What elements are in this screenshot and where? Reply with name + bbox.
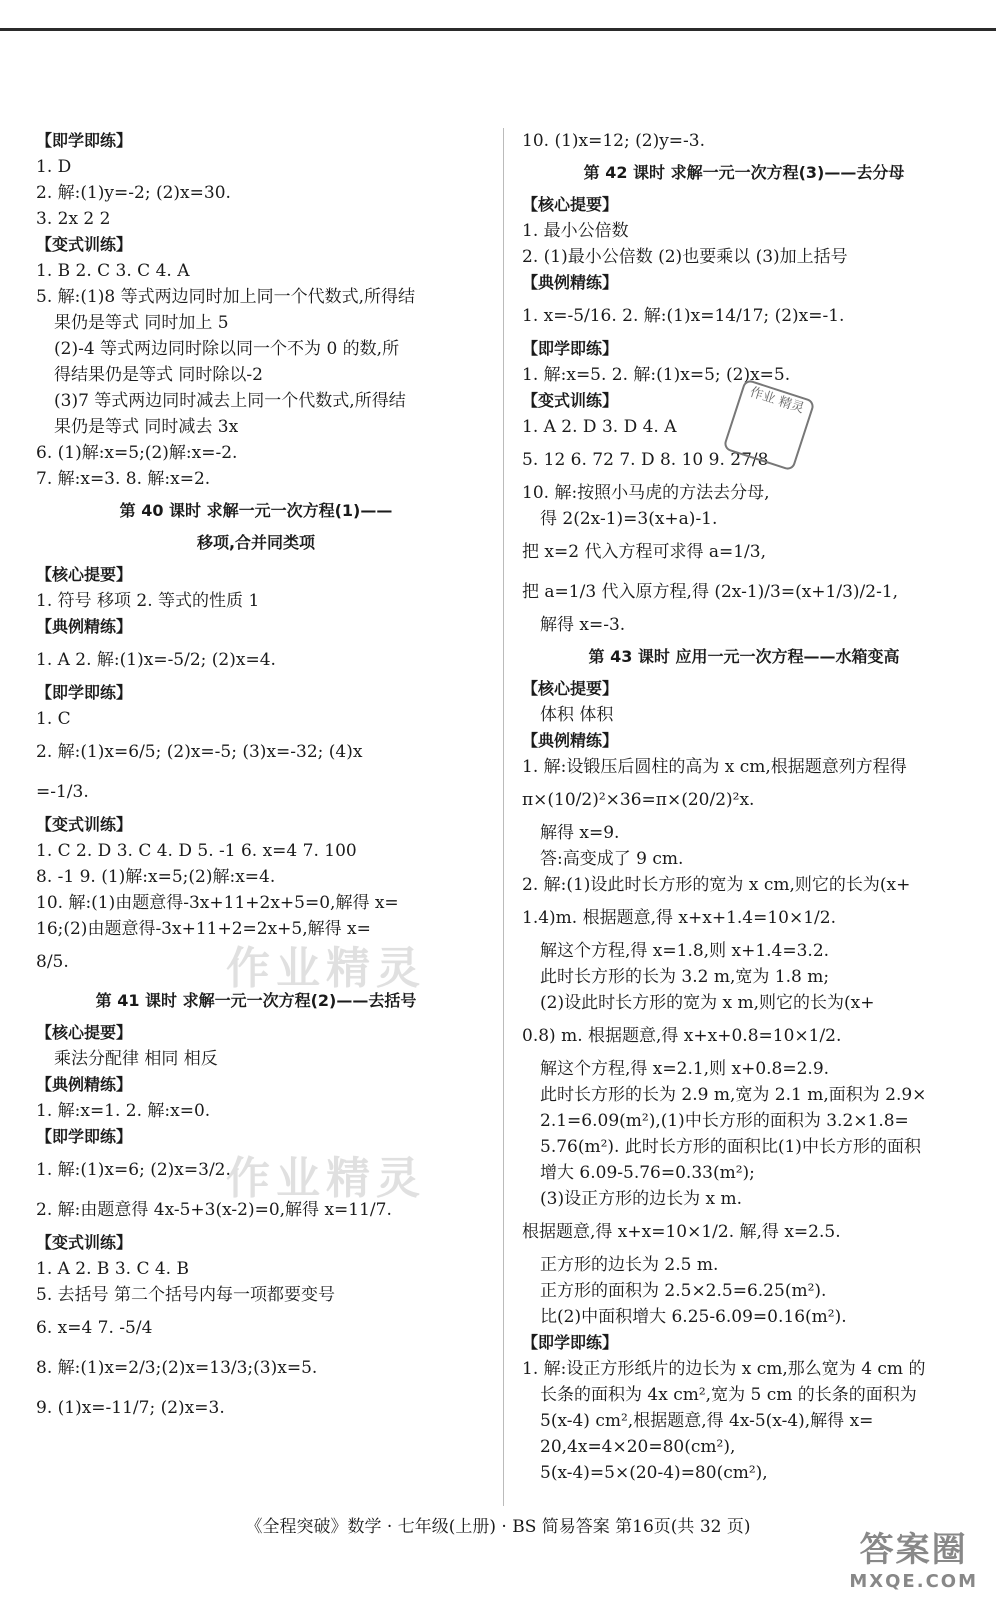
answer-line: (3)7 等式两边同时减去上同一个代数式,所得结 (54, 391, 406, 411)
answer-line: 7. 解:x=3. 8. 解:x=2. (36, 469, 211, 489)
answer-line: 5. 12 6. 72 7. D 8. 10 9. 27/8 (522, 450, 769, 470)
answer-line: 8. -1 9. (1)解:x=5;(2)解:x=4. (36, 867, 276, 887)
section-heading: 【核心提要】 (36, 1023, 133, 1042)
watermark: 作业精灵 (226, 943, 426, 994)
answer-line: 根据题意,得 x+x=10×1/2. 解,得 x=2.5. (522, 1222, 841, 1242)
answer-line: 答:高变成了 9 cm. (540, 849, 684, 869)
answer-line: 3. 2x 2 2 (36, 209, 111, 229)
lesson-title: 移项,合并同类项 (196, 533, 316, 552)
left-column (36, 128, 476, 1428)
column-divider (503, 128, 504, 1506)
answer-line: 得结果仍是等式 同时除以-2 (54, 365, 263, 385)
answer-line: 1. 符号 移项 2. 等式的性质 1 (36, 591, 260, 611)
answer-line: 把 a=1/3 代入原方程,得 (2x-1)/3=(x+1/3)/2-1, (522, 582, 899, 602)
section-heading: 【即学即练】 (36, 1127, 133, 1146)
answer-line: 20,4x=4×20=80(cm²), (540, 1437, 736, 1457)
answer-line: 解这个方程,得 x=1.8,则 x+1.4=3.2. (540, 941, 830, 961)
answer-line: 1. 解:(1)x=6; (2)x=3/2. (36, 1160, 231, 1180)
answer-line: 10. 解:按照小马虎的方法去分母, (522, 483, 770, 503)
answer-line: 5(x-4) cm²,根据题意,得 4x-5(x-4),解得 x= (540, 1411, 874, 1431)
section-heading: 【即学即练】 (522, 1333, 619, 1352)
answer-line: 1. D (36, 157, 72, 177)
answer-line: 10. (1)x=12; (2)y=-3. (522, 131, 706, 151)
answer-line: 1. A 2. 解:(1)x=-5/2; (2)x=4. (36, 650, 276, 670)
section-heading: 【变式训练】 (36, 235, 133, 254)
answer-line: 10. 解:(1)由题意得-3x+11+2x+5=0,解得 x= (36, 893, 399, 913)
answer-line: 1. A 2. D 3. D 4. A (522, 417, 677, 437)
answer-line: 0.8) m. 根据题意,得 x+x+0.8=10×1/2. (522, 1026, 842, 1046)
answer-line: 1. 解:设正方形纸片的边长为 x cm,那么宽为 4 cm 的 (522, 1359, 926, 1379)
answer-line: 6. x=4 7. -5/4 (36, 1318, 153, 1338)
answer-line: 此时长方形的长为 3.2 m,宽为 1.8 m; (540, 967, 830, 987)
answer-line: 5. 解:(1)8 等式两边同时加上同一个代数式,所得结 (36, 287, 416, 307)
answer-line: 增大 6.09-5.76=0.33(m²); (540, 1163, 755, 1183)
answer-line: 解这个方程,得 x=2.1,则 x+0.8=2.9. (540, 1059, 830, 1079)
answer-line: 1. 最小公倍数 (522, 221, 629, 241)
lesson-title: 第 42 课时 求解一元一次方程(3)——去分母 (583, 163, 905, 182)
section-heading: 【即学即练】 (522, 339, 619, 358)
answer-line: 2. 解:(1)y=-2; (2)x=30. (36, 183, 231, 203)
section-heading: 【变式训练】 (36, 815, 133, 834)
section-heading: 【变式训练】 (36, 1233, 133, 1252)
brand-logo (849, 1522, 978, 1592)
answer-line: 1.4)m. 根据题意,得 x+x+1.4=10×1/2. (522, 908, 836, 928)
section-heading: 【核心提要】 (522, 679, 619, 698)
answer-line: 8/5. (36, 952, 69, 972)
section-heading: 【典例精练】 (522, 273, 619, 292)
answer-line: 5(x-4)=5×(20-4)=80(cm²), (540, 1463, 768, 1483)
answer-line: 比(2)中面积增大 6.25-6.09=0.16(m²). (540, 1307, 847, 1327)
section-heading: 【典例精练】 (522, 731, 619, 750)
section-heading: 【即学即练】 (36, 683, 133, 702)
answer-line: π×(10/2)²×36=π×(20/2)²x. (522, 790, 755, 810)
stamp: 作业 精灵 (722, 378, 815, 471)
brand-url: MXQE.COM (849, 1571, 978, 1592)
top-rule (0, 28, 996, 31)
answer-line: 9. (1)x=-11/7; (2)x=3. (36, 1398, 225, 1418)
answer-line: 8. 解:(1)x=2/3;(2)x=13/3;(3)x=5. (36, 1358, 318, 1378)
answer-line: 1. 解:x=5. 2. 解:(1)x=5; (2)x=5. (522, 365, 791, 385)
answer-line: 1. x=-5/16. 2. 解:(1)x=14/17; (2)x=-1. (522, 306, 845, 326)
brand-name: 答案圈 (859, 1530, 968, 1570)
answer-line: 长条的面积为 4x cm²,宽为 5 cm 的长条的面积为 (540, 1385, 917, 1405)
answer-line: 正方形的面积为 2.5×2.5=6.25(m²). (540, 1281, 827, 1301)
answer-line: (3)设正方形的边长为 x m. (540, 1189, 742, 1209)
answer-line: 得 2(2x-1)=3(x+a)-1. (540, 509, 718, 529)
lesson-title: 第 40 课时 求解一元一次方程(1)—— (119, 501, 393, 520)
section-heading: 【即学即练】 (36, 131, 133, 150)
answer-line: 1. C (36, 709, 71, 729)
answer-line: 正方形的边长为 2.5 m. (540, 1255, 719, 1275)
answer-line: 2. 解:(1)设此时长方形的宽为 x cm,则它的长为(x+ (522, 875, 911, 895)
answer-line: 解得 x=-3. (540, 615, 626, 635)
answer-line: 体积 体积 (540, 705, 614, 725)
answer-line: 果仍是等式 同时加上 5 (54, 313, 229, 333)
answer-line: (2)-4 等式两边同时除以同一个不为 0 的数,所 (54, 339, 400, 359)
answer-line: =-1/3. (36, 782, 89, 802)
section-heading: 【核心提要】 (36, 565, 133, 584)
answer-line: 16;(2)由题意得-3x+11+2=2x+5,解得 x= (36, 919, 371, 939)
answer-line: (2)设此时长方形的宽为 x m,则它的长为(x+ (540, 993, 875, 1013)
lesson-title: 第 43 课时 应用一元一次方程——水箱变高 (588, 647, 900, 666)
right-column (522, 128, 966, 1486)
answer-line: 2. 解:由题意得 4x-5+3(x-2)=0,解得 x=11/7. (36, 1200, 392, 1220)
answer-line: 1. 解:x=1. 2. 解:x=0. (36, 1101, 211, 1121)
answer-line: 果仍是等式 同时减去 3x (54, 417, 239, 437)
answer-line: 此时长方形的长为 2.9 m,宽为 2.1 m,面积为 2.9× (540, 1085, 927, 1105)
section-heading: 【典例精练】 (36, 1075, 133, 1094)
answer-line: 1. 解:设锻压后圆柱的高为 x cm,根据题意列方程得 (522, 757, 907, 777)
lesson-title: 第 41 课时 求解一元一次方程(2)——去括号 (95, 991, 417, 1010)
section-heading: 【典例精练】 (36, 617, 133, 636)
answer-line: 5. 去括号 第二个括号内每一项都要变号 (36, 1285, 336, 1305)
answer-line: 5.76(m²). 此时长方形的面积比(1)中长方形的面积 (540, 1137, 921, 1157)
answer-line: 1. B 2. C 3. C 4. A (36, 261, 190, 281)
section-heading: 【核心提要】 (522, 195, 619, 214)
answer-line: 2.1=6.09(m²),(1)中长方形的面积为 3.2×1.8= (540, 1111, 909, 1131)
answer-line: 2. 解:(1)x=6/5; (2)x=-5; (3)x=-32; (4)x (36, 742, 363, 762)
answer-line: 1. C 2. D 3. C 4. D 5. -1 6. x=4 7. 100 (36, 841, 357, 861)
answer-line: 乘法分配律 相同 相反 (54, 1049, 218, 1069)
section-heading: 【变式训练】 (522, 391, 619, 410)
watermark: 作业精灵 (226, 1153, 426, 1204)
answer-line: 解得 x=9. (540, 823, 620, 843)
page-footer: 《全程突破》数学 · 七年级(上册) · BS 简易答案 第16页(共 32 页) (245, 1517, 751, 1537)
answer-line: 1. A 2. B 3. C 4. B (36, 1259, 189, 1279)
answer-line: 把 x=2 代入方程可求得 a=1/3, (522, 542, 767, 562)
answer-line: 6. (1)解:x=5;(2)解:x=-2. (36, 443, 238, 463)
answer-line: 2. (1)最小公倍数 (2)也要乘以 (3)加上括号 (522, 247, 848, 267)
